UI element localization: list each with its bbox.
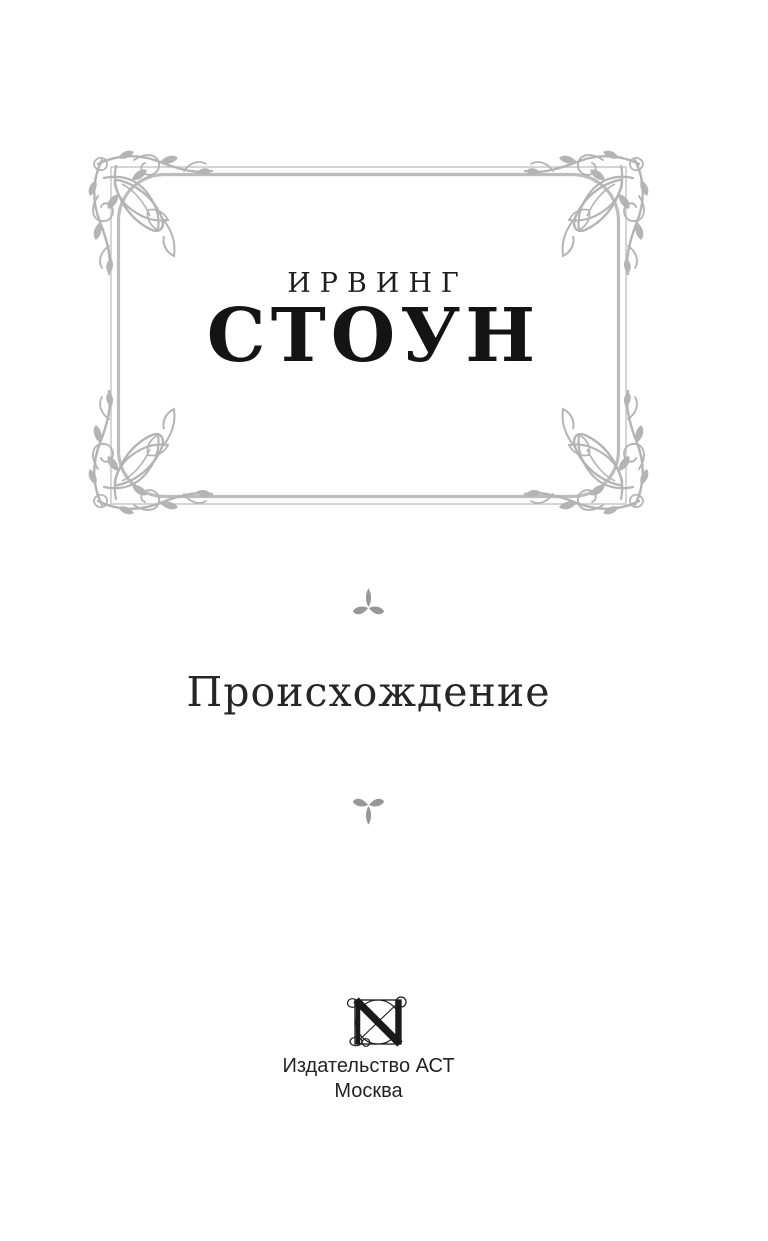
n-monogram-logo-icon	[347, 996, 409, 1048]
publisher-name: Издательство АСТ	[282, 1055, 455, 1077]
publisher-city: Москва	[334, 1080, 403, 1102]
fleuron-down-icon	[352, 795, 385, 827]
publisher-caption	[0, 1054, 737, 1104]
book-title: Происхождение	[186, 668, 551, 716]
fleuron-up-icon	[352, 587, 385, 617]
author-last-name: СТОУН	[206, 293, 541, 379]
author-first-name: ИРВИНГ	[287, 268, 468, 299]
